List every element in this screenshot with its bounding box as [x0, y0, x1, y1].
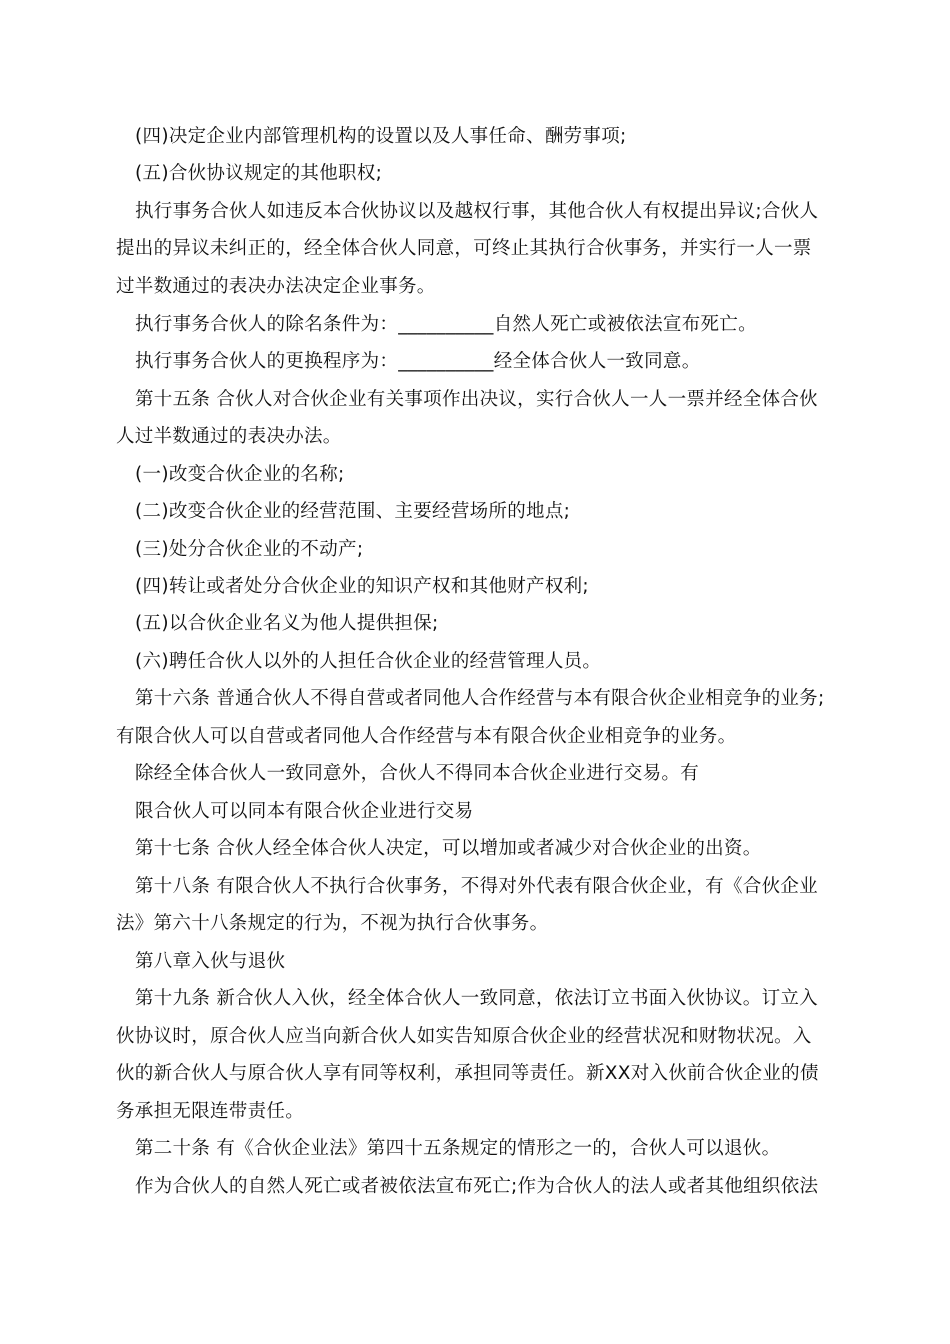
text-line: 作为合伙人的自然人死亡或者被依法宣布死亡;作为合伙人的法人或者其他组织依法 — [135, 1176, 819, 1197]
text-line: 有限合伙人可以自营或者同他人合作经营与本有限合伙企业相竞争的业务。 — [116, 726, 737, 747]
text-line: 务承担无限连带责任。 — [116, 1101, 305, 1122]
text-line: (四)决定企业内部管理机构的设置以及人事任命、酬劳事项; — [135, 126, 627, 147]
text-line: 法》第六十八条规定的行为，不视为执行合伙事务。 — [116, 913, 549, 934]
text-line: (三)处分合伙企业的不动产; — [135, 539, 364, 560]
text-line: 提出的异议未纠正的，经全体合伙人同意，可终止其执行合伙事务，并实行一人一票 — [116, 238, 812, 259]
text-line: (六)聘任合伙人以外的人担任合伙企业的经营管理人员。 — [135, 651, 602, 672]
text-line: (五)合伙协议规定的其他职权; — [135, 163, 383, 184]
text-line: 执行事务合伙人如违反本合伙协议以及越权行事，其他合伙人有权提出异议;合伙人 — [135, 201, 819, 222]
text-line: 除经全体合伙人一致同意外，合伙人不得同本合伙企业进行交易。有 — [135, 763, 700, 784]
text-line: 执行事务合伙人的除名条件为：__________自然人死亡或被依法宣布死亡。 — [135, 314, 757, 335]
text-line: 伙的新合伙人与原合伙人享有同等权利，承担同等责任。新XX对入伙前合伙企业的债 — [116, 1063, 819, 1084]
text-line: 第十八条 有限合伙人不执行合伙事务，不得对外代表有限合伙企业，有《合伙企业 — [135, 876, 818, 897]
text-line: (一)改变合伙企业的名称; — [135, 464, 345, 485]
text-line: (四)转让或者处分合伙企业的知识产权和其他财产权利; — [135, 576, 589, 597]
text-line: 第十五条 合伙人对合伙企业有关事项作出决议，实行合伙人一人一票并经全体合伙 — [135, 389, 818, 410]
text-line: 限合伙人可以同本有限合伙企业进行交易 — [135, 801, 474, 822]
text-line: 人过半数通过的表决办法。 — [116, 426, 342, 447]
text-line: 第二十条 有《合伙企业法》第四十五条规定的情形之一的，合伙人可以退伙。 — [135, 1138, 781, 1159]
text-line: 过半数通过的表决办法决定企业事务。 — [116, 276, 436, 297]
text-line: 第十七条 合伙人经全体合伙人决定，可以增加或者减少对合伙企业的出资。 — [135, 838, 762, 859]
text-line: 第十九条 新合伙人入伙，经全体合伙人一致同意，依法订立书面入伙协议。订立入 — [135, 988, 818, 1009]
text-line: 执行事务合伙人的更换程序为：__________经全体合伙人一致同意。 — [135, 351, 701, 372]
section-heading: 第八章入伙与退伙 — [135, 951, 286, 972]
text-line: 第十六条 普通合伙人不得自营或者同他人合作经营与本有限合伙企业相竞争的业务; — [135, 688, 825, 709]
text-line: (五)以合伙企业名义为他人提供担保; — [135, 613, 439, 634]
text-line: (二)改变合伙企业的经营范围、主要经营场所的地点; — [135, 501, 571, 522]
text-line: 伙协议时，原合伙人应当向新合伙人如实告知原合伙企业的经营状况和财物状况。入 — [116, 1026, 812, 1047]
